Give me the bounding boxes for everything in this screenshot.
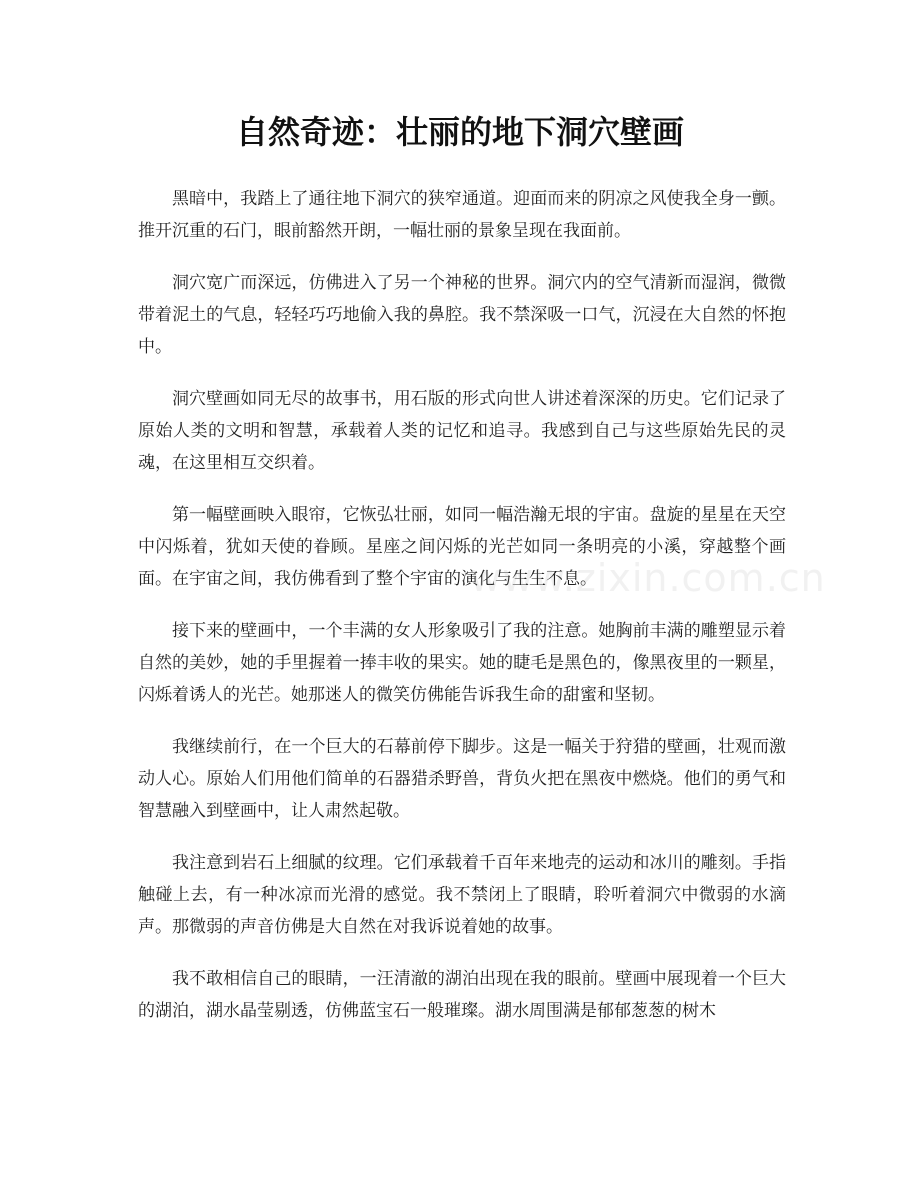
paragraph: 我注意到岩石上细腻的纹理。它们承载着千百年来地壳的运动和冰川的雕刻。手指触碰上去，有一种冰凉而光滑的感觉。我不禁闭上了眼睛，聆听着洞穴中微弱的水滴声。那微弱的声音仿佛是大自然在对我诉说着她的故事。 <box>138 853 786 937</box>
paragraph: 第一幅壁画映入眼帘，它恢弘壮丽，如同一幅浩瀚无垠的宇宙。盘旋的星星在天空中闪烁着，犹如天使的眷顾。星座之间闪烁的光芒如同一条明亮的小溪，穿越整个画面。在宇宙之间，我仿佛看到了整个宇宙的演化与生生不息。 <box>138 505 786 589</box>
paragraph: 我不敢相信自己的眼睛，一汪清澈的湖泊出现在我的眼前。壁画中展现着一个巨大的湖泊，湖水晶莹剔透，仿佛蓝宝石一般璀璨。湖水周围满是郁郁葱葱的树木 <box>138 969 786 1021</box>
paragraph: 洞穴壁画如同无尽的故事书，用石版的形式向世人讲述着深深的历史。它们记录了原始人类的文明和智慧，承载着人类的记忆和追寻。我感到自己与这些原始先民的灵魂，在这里相互交织着。 <box>138 389 786 473</box>
paragraph: 洞穴宽广而深远，仿佛进入了另一个神秘的世界。洞穴内的空气清新而湿润，微微带着泥土的气息，轻轻巧巧地偷入我的鼻腔。我不禁深吸一口气，沉浸在大自然的怀抱中。 <box>138 273 786 357</box>
document-body <box>138 183 786 1047</box>
document-title: 自然奇迹：壮丽的地下洞穴壁画 <box>235 113 684 151</box>
paragraph: 我继续前行，在一个巨大的石幕前停下脚步。这是一幅关于狩猎的壁画，壮观而激动人心。原始人们用他们简单的石器猎杀野兽，背负火把在黑夜中燃烧。他们的勇气和智慧融入到壁画中，让人肃然起敬。 <box>138 737 786 821</box>
paragraph: 黑暗中，我踏上了通往地下洞穴的狭窄通道。迎面而来的阴凉之风使我全身一颤。推开沉重的石门，眼前豁然开朗，一幅壮丽的景象呈现在我面前。 <box>138 189 786 241</box>
watermark: www.zixin.com.cn <box>470 556 826 600</box>
paragraph: 接下来的壁画中，一个丰满的女人形象吸引了我的注意。她胸前丰满的雕塑显示着自然的美妙，她的手里握着一捧丰收的果实。她的睫毛是黑色的，像黑夜里的一颗星，闪烁着诱人的光芒。她那迷人的微笑仿佛能告诉我生命的甜蜜和坚韧。 <box>138 621 786 705</box>
